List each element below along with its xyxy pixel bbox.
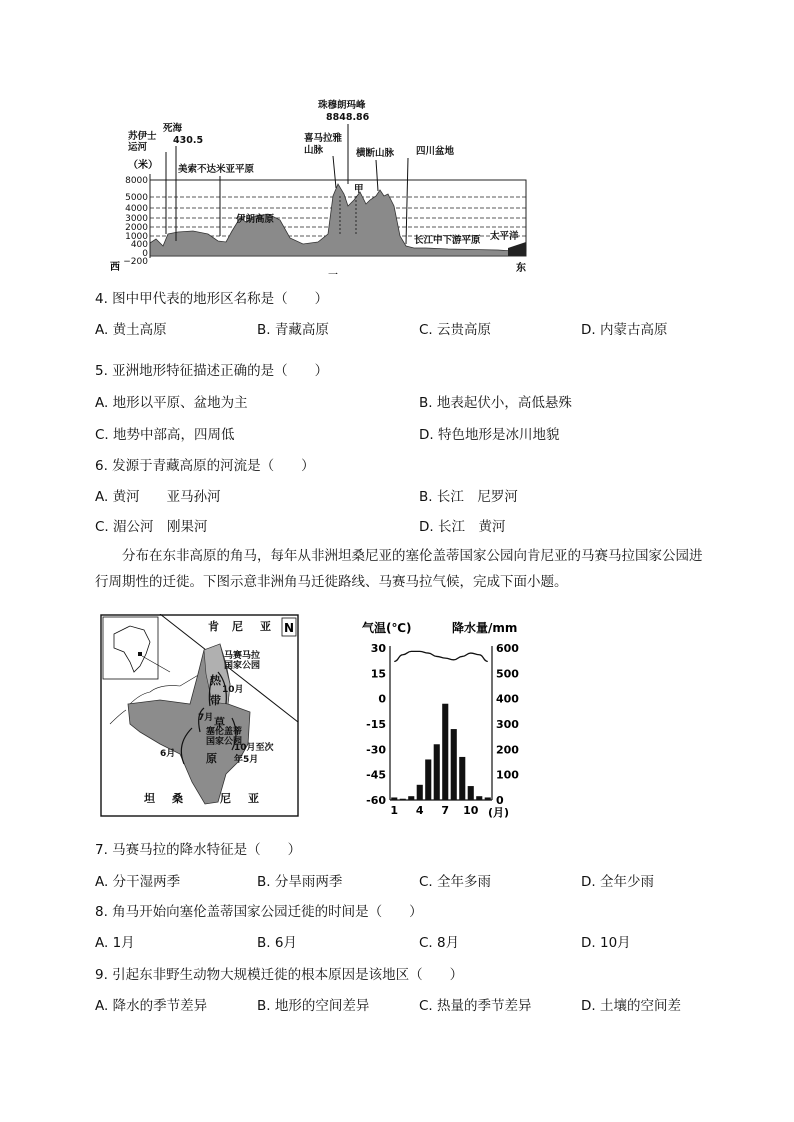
map-tanzania-3: 尼 — [220, 792, 231, 805]
precip-bar — [391, 797, 397, 800]
chart-right-ticks — [496, 642, 519, 807]
map-jun: 6月 — [160, 749, 176, 759]
q8-option-c[interactable]: C. 8月 — [419, 935, 460, 951]
map-oct: 10月 — [222, 685, 244, 695]
chart-bars — [391, 704, 491, 800]
q7-option-b[interactable]: B. 分旱雨两季 — [257, 874, 343, 890]
climate-chart — [360, 618, 540, 823]
map-tanzania-1: 坦 — [144, 792, 155, 805]
west-label: 西 — [110, 262, 120, 273]
question-9-stem: 9. 引起东非野生动物大规模迁徙的根本原因是该地区（ ） — [95, 967, 464, 983]
map-octmay-1: 10月至次 — [234, 743, 274, 753]
q7-option-c[interactable]: C. 全年多雨 — [419, 874, 492, 890]
label-jia: 甲 — [354, 184, 364, 195]
east-label: 东 — [516, 263, 526, 274]
map-tanzania-4: 亚 — [248, 792, 259, 805]
left-tick-label: -45 — [366, 768, 386, 782]
x-tick-label: 4 — [415, 804, 424, 817]
right-tick-label: 300 — [496, 718, 519, 731]
q4-option-c[interactable]: C. 云贵高原 — [419, 322, 492, 338]
map-kenya-2: 尼 — [232, 620, 243, 633]
map-grass-2: 带 — [210, 694, 221, 707]
question-7-stem: 7. 马赛马拉的降水特征是（ ） — [95, 842, 302, 858]
x-tick-label: 1 — [390, 804, 399, 817]
map-jul: 7月 — [198, 713, 214, 723]
q5-option-b[interactable]: B. 地表起伏小，高低悬殊 — [419, 395, 572, 411]
q9-option-d[interactable]: D. 土壤的空间差 — [581, 998, 681, 1014]
map-grass-4: 原 — [206, 752, 217, 765]
chart-x-ticks — [390, 804, 478, 817]
chart-xlabel: (月) — [488, 806, 510, 819]
map-masai-mara-2: 国家公园 — [224, 661, 261, 671]
precip-bar — [434, 744, 440, 800]
left-tick-label: 30 — [370, 642, 386, 655]
q9-option-c[interactable]: C. 热量的季节差异 — [419, 998, 532, 1014]
left-tick-label: 15 — [370, 667, 386, 681]
precip-bar — [476, 796, 482, 800]
label-himalaya-2: 山脉 — [304, 145, 324, 156]
q5-option-c[interactable]: C. 地势中部高，四周低 — [95, 427, 235, 443]
left-tick-label: -15 — [366, 718, 386, 731]
question-6-stem: 6. 发源于青藏高原的河流是（ ） — [95, 458, 315, 474]
right-tick-label: 0 — [496, 794, 504, 807]
q5-option-a[interactable]: A. 地形以平原、盆地为主 — [95, 395, 248, 411]
map-kenya-1: 肯 — [208, 620, 219, 633]
y-tick: 3000 — [125, 214, 148, 224]
precip-bar — [408, 796, 414, 800]
label-deadsea-value: 430.5 — [173, 135, 204, 146]
q6-option-a[interactable]: A. 黄河 亚马孙河 — [95, 489, 221, 505]
passage: 分布在东非高原的角马，每年从非洲坦桑尼亚的塞伦盖蒂国家公园向肯尼亚的马赛马拉国家公园进行周期性的迁徙。下图示意非洲角马迁徙路线、马赛马拉气候，完成下面小题。 — [95, 548, 703, 590]
q9-option-a[interactable]: A. 降水的季节差异 — [95, 998, 208, 1014]
label-deadsea: 死海 — [163, 123, 183, 134]
right-tick-label: 100 — [496, 768, 519, 782]
y-tick: 2000 — [125, 223, 148, 233]
chart-axes — [390, 646, 492, 800]
y-tick: 1000 — [125, 232, 148, 242]
chart-ylabel-right: 降水量/mm — [452, 621, 518, 635]
y-tick: 5000 — [125, 193, 148, 203]
precip-bar — [417, 785, 423, 800]
question-4-stem: 4. 图中甲代表的地形区名称是（ ） — [95, 291, 329, 307]
map-tanzania-2: 桑 — [172, 792, 183, 805]
label-everest-value: 8848.86 — [326, 112, 370, 123]
q5-option-d[interactable]: D. 特色地形是冰川地貌 — [419, 427, 560, 443]
pacific-shape — [508, 242, 526, 256]
label-everest: 珠穆朗玛峰 — [318, 100, 366, 111]
y-tick: 400 — [130, 240, 148, 250]
q7-option-a[interactable]: A. 分干湿两季 — [95, 874, 181, 890]
migration-map — [100, 614, 300, 819]
q7-option-d[interactable]: D. 全年少雨 — [581, 874, 654, 890]
chart-left-ticks — [366, 642, 386, 807]
y-tick: −200 — [123, 257, 148, 267]
left-tick-label: 0 — [378, 692, 386, 706]
q8-option-b[interactable]: B. 6月 — [257, 935, 297, 951]
precip-bar — [485, 797, 491, 800]
y-axis-ticks — [123, 176, 148, 267]
x-tick-label: 7 — [441, 804, 450, 817]
label-iran: 伊朗高原 — [236, 214, 275, 225]
y-tick: 4000 — [125, 204, 148, 214]
right-tick-label: 200 — [496, 743, 519, 757]
chart-ylabel-left: 气温(℃) — [362, 621, 412, 635]
right-tick-label: 500 — [496, 667, 519, 681]
label-himalaya-1: 喜马拉雅 — [304, 133, 343, 144]
label-suez-2: 运河 — [128, 142, 148, 153]
map-masai-mara-1: 马赛马拉 — [224, 651, 261, 661]
q4-option-d[interactable]: D. 内蒙古高原 — [581, 322, 668, 338]
label-sichuan: 四川盆地 — [416, 146, 455, 157]
left-tick-label: -60 — [366, 794, 386, 807]
asia-terrain-profile — [108, 96, 533, 276]
label-yangtze: 长江中下游平原 — [414, 235, 481, 246]
y-tick: 0 — [142, 249, 148, 259]
y-unit: （米） — [128, 160, 158, 171]
right-tick-label: 600 — [496, 642, 519, 655]
label-pacific: 太平洋 — [490, 231, 519, 242]
label-suez-1: 苏伊士 — [128, 131, 157, 142]
q6-option-d[interactable]: D. 长江 黄河 — [419, 519, 506, 535]
question-8-stem: 8. 角马开始向塞伦盖蒂国家公园迁徙的时间是（ ） — [95, 904, 423, 920]
precip-bar — [468, 786, 474, 800]
x-tick-label: 10 — [463, 804, 479, 817]
q9-option-b[interactable]: B. 地形的空间差异 — [257, 998, 370, 1014]
temperature-line — [394, 651, 488, 661]
map-serengeti-2: 国家公园 — [206, 737, 243, 747]
map-grass-1: 热 — [210, 674, 221, 687]
precip-bar — [459, 757, 465, 800]
map-kenya-3: 亚 — [260, 620, 271, 633]
q8-option-d[interactable]: D. 10月 — [581, 935, 631, 951]
bottom-mark: 一 — [328, 270, 338, 276]
precip-bar — [442, 704, 448, 800]
map-serengeti-1: 塞伦盖蒂 — [206, 727, 243, 737]
left-tick-label: -30 — [366, 743, 386, 757]
q4-option-b[interactable]: B. 青藏高原 — [257, 322, 329, 338]
precip-bar — [451, 729, 457, 800]
right-tick-label: 400 — [496, 692, 519, 706]
precip-bar — [400, 799, 406, 800]
north-label: N — [284, 621, 295, 635]
question-5-stem: 5. 亚洲地形特征描述正确的是（ ） — [95, 363, 329, 379]
map-octmay-2: 年5月 — [234, 755, 259, 765]
y-tick: 8000 — [125, 176, 148, 186]
label-mesopotamia: 美索不达米亚平原 — [178, 164, 255, 175]
q4-option-a[interactable]: A. 黄土高原 — [95, 322, 167, 338]
q8-option-a[interactable]: A. 1月 — [95, 935, 135, 951]
q6-option-c[interactable]: C. 湄公河 刚果河 — [95, 519, 208, 535]
map-grass-3: 草 — [214, 716, 225, 729]
precip-bar — [425, 759, 431, 800]
label-hengduan: 横断山脉 — [356, 148, 395, 159]
q6-option-b[interactable]: B. 长江 尼罗河 — [419, 489, 518, 505]
